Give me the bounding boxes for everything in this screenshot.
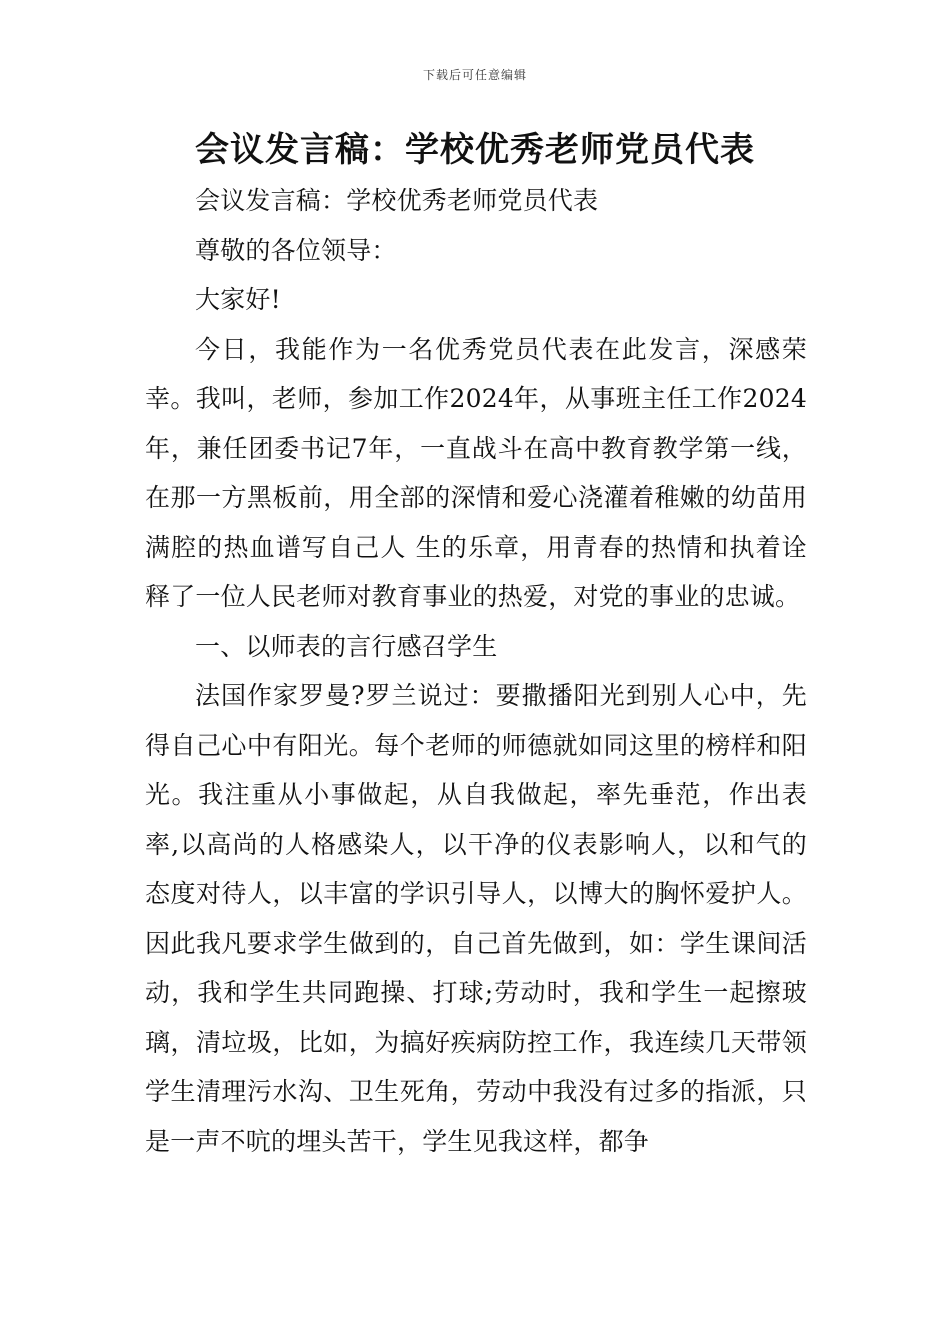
paragraph-section-1: 法国作家罗曼?罗兰说过：要撒播阳光到别人心中，先得自己心中有阳光。每个老师的师德就如同这里的榜样和阳光。我注重从小事做起，从自我做起，率先垂范，作出表率,以高尚的人格感染人，以干净的仪表影响人，以和气的态度对待人，以丰富的学识引导人，以博大的胸怀爱护人。因此我凡要求学生做到的，自己首先做到，如：学生课间活动，我和学生共同跑操、打球;劳动时，我和学生一起擦玻璃，清垃圾，比如，为搞好疾病防控工作，我连续几天带领学生清理污水沟、卫生死角，劳动中我没有过多的指派，只是一声不吭的埋头苦干，学生见我这样，都争 xyxy=(145,681,807,1156)
salutation: 尊敬的各位领导： xyxy=(195,235,397,265)
paragraph-intro: 今日，我能作为一名优秀党员代表在此发言，深感荣幸。我叫，老师，参加工作2024年，从事班主任工作2024年，兼任团委书记7年，一直战斗在高中教育教学第一线，在那一方黑板前，用全部的深情和爱心浇灌着稚嫩的幼苗用满腔的热血谱写自己人 生的乐章，用青春的热情和执着诠释了一位人民老师对教育事业的热爱，对党的事业的忠诚。 xyxy=(145,334,807,611)
header-note: 下载后可任意编辑 xyxy=(422,68,527,82)
document-title: 会议发言稿：学校优秀老师党员代表 xyxy=(195,130,755,170)
greeting: 大家好! xyxy=(195,285,281,314)
subtitle-line: 会议发言稿：学校优秀老师党员代表 xyxy=(195,186,599,215)
document-body xyxy=(145,176,807,1166)
section-heading: 一、以师表的言行感召学生 xyxy=(195,631,498,661)
